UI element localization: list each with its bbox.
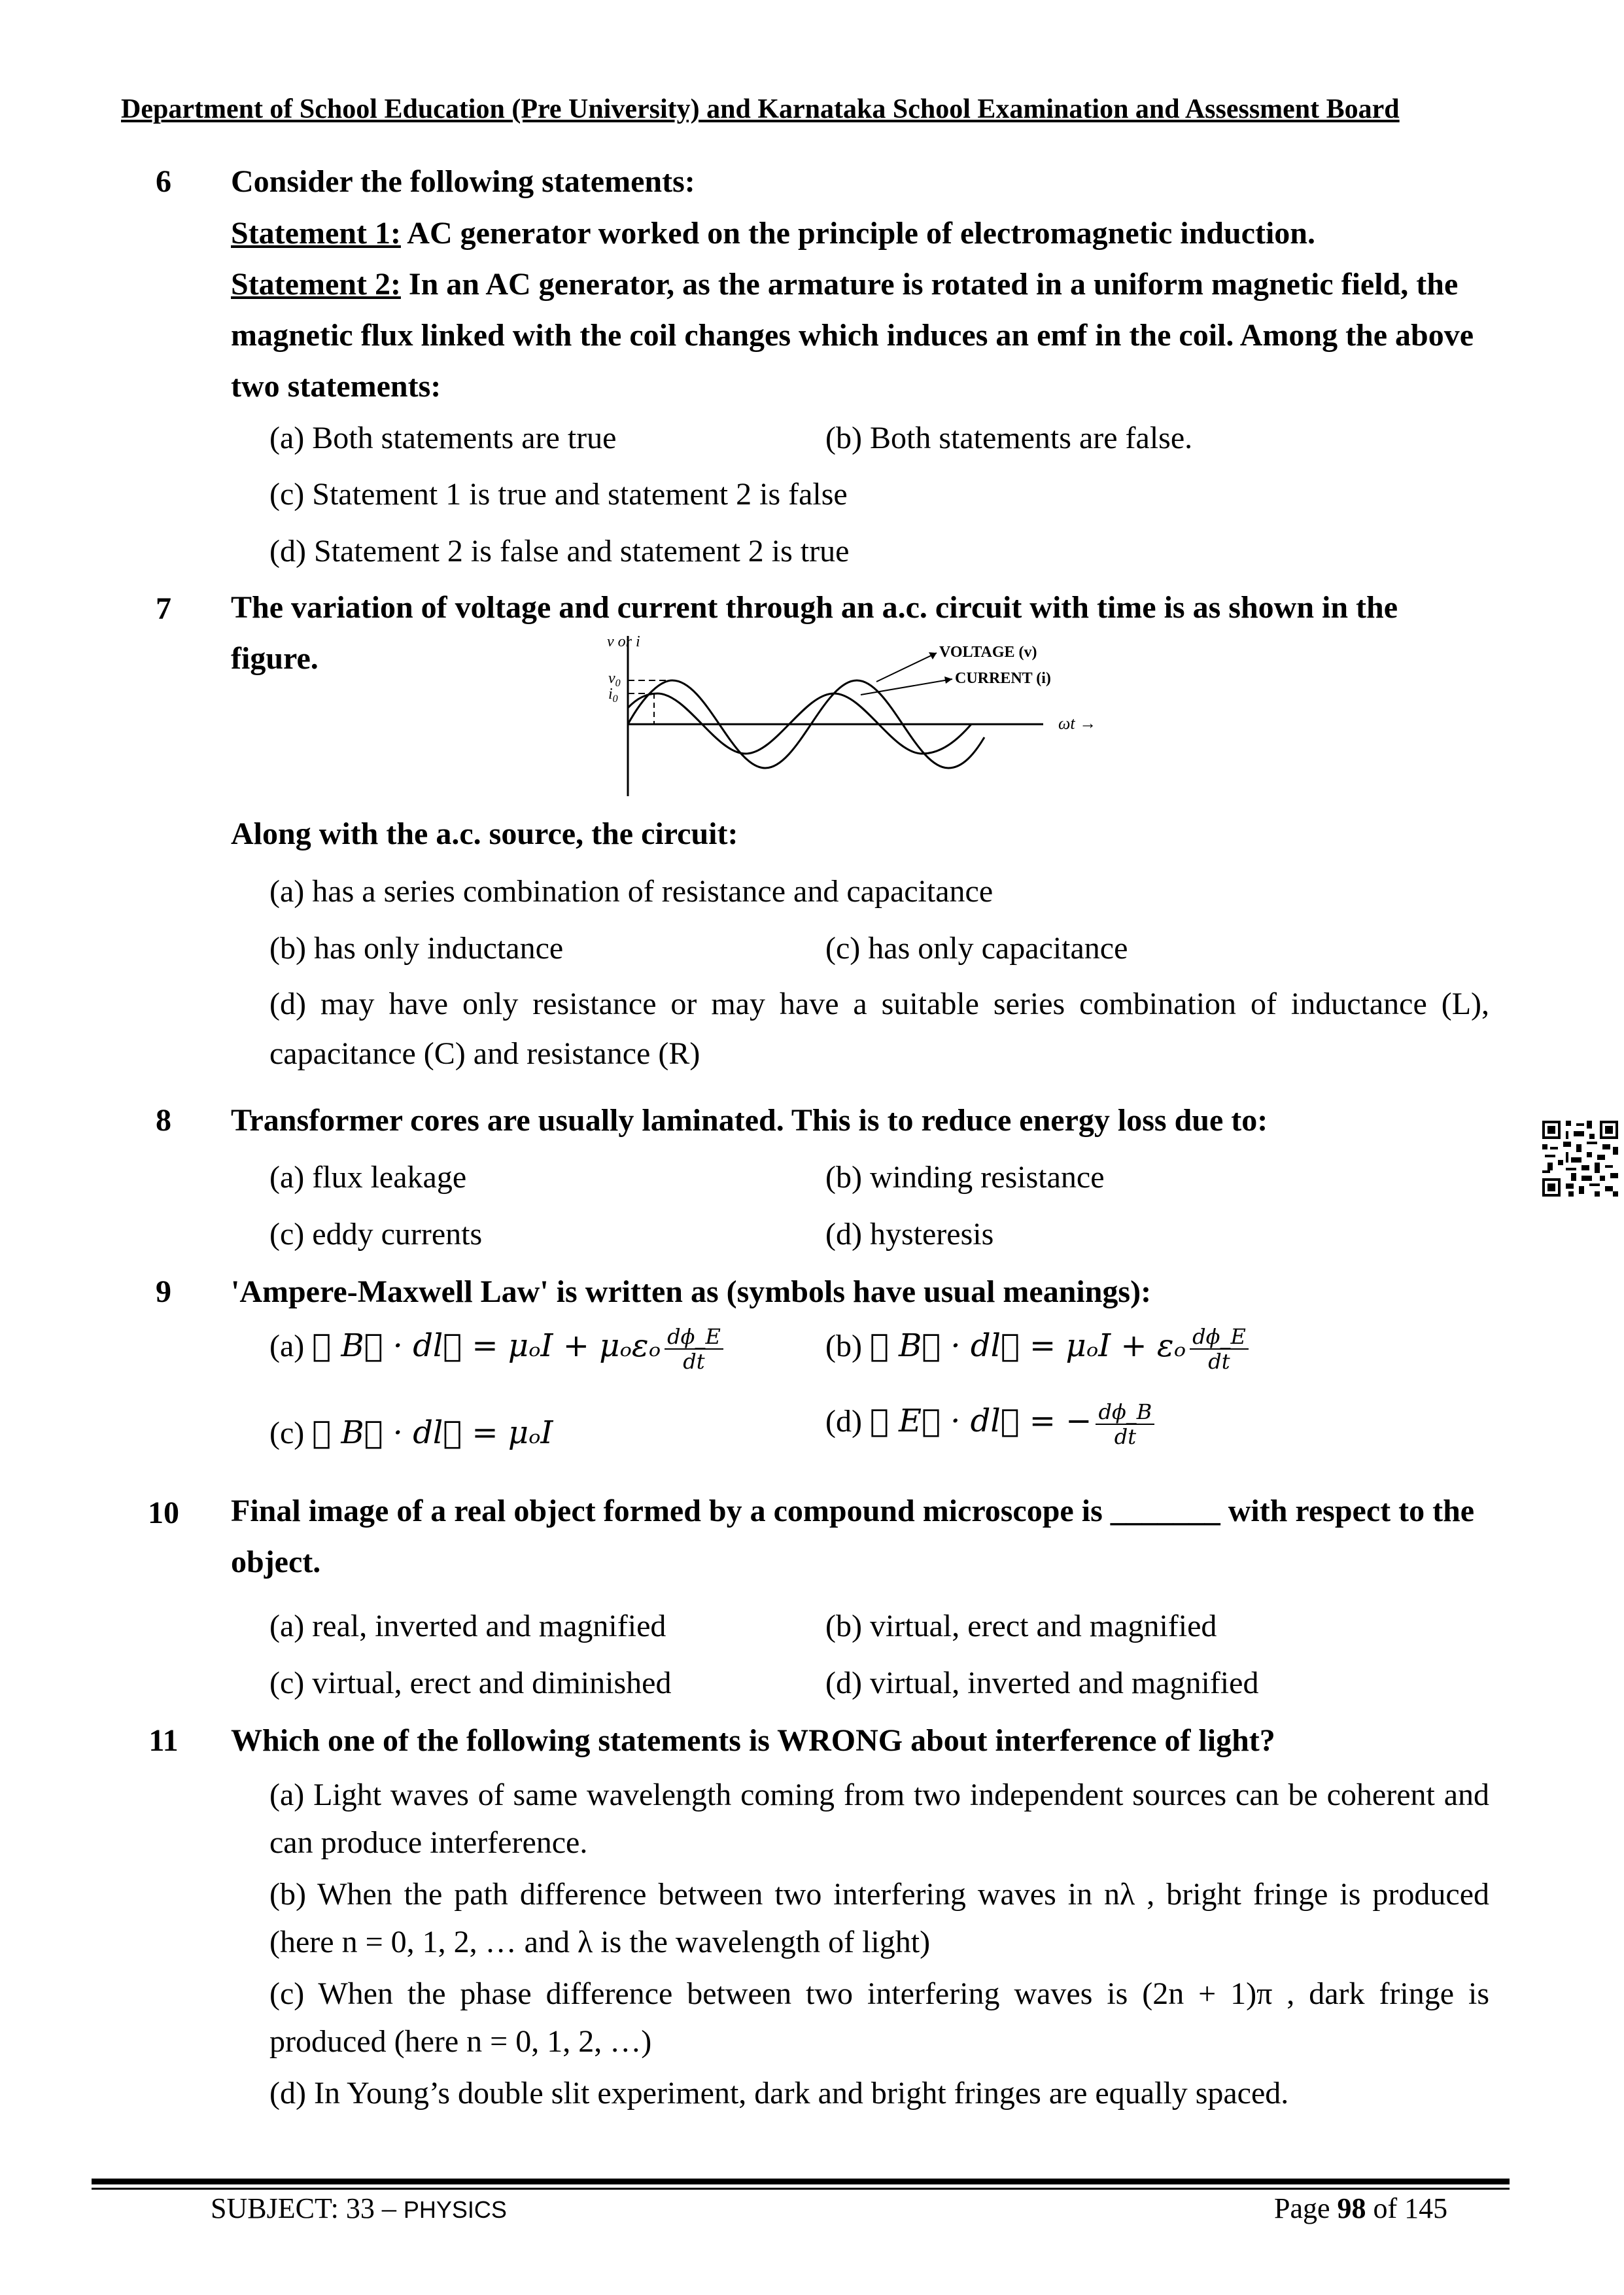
footer-page-number: Page 98 of 145: [1274, 2192, 1448, 2224]
footer-rule-thin: [92, 2188, 1510, 2190]
q9-a-fraction: $\frac{d\phi\_E}{dt}$: [665, 1325, 723, 1373]
q10-option-c: (c) virtual, erect and diminished: [269, 1666, 672, 1700]
footer-subject: SUBJECT: 33 – PHYSICS: [211, 2192, 507, 2224]
statement-1-label: Statement 1:: [231, 216, 401, 251]
question-7-text: The variation of voltage and current through an a.c. circuit with time is as shown in the figure.: [231, 590, 1398, 676]
page-header: Department of School Education (Pre University) and Karnataka School Examination and Assessment Board: [121, 94, 1400, 124]
voltage-legend-label: VOLTAGE (v): [939, 644, 1037, 661]
q8-option-a: (a) flux leakage: [269, 1160, 467, 1195]
question-number-11: 11: [148, 1723, 179, 1758]
voltage-pointer-line: [876, 653, 937, 682]
q9-option-c: (c) ∮ B⃗ · dl⃗ = μₒI: [269, 1414, 553, 1451]
q9-c-lhs: ∮ B⃗ · dl⃗ =: [312, 1414, 508, 1451]
q9-d-fraction: $\frac{d\phi\_B}{dt}$: [1096, 1400, 1154, 1448]
q8-option-b: (b) winding resistance: [825, 1160, 1105, 1195]
q11-option-b: (b) When the path difference between two interfering waves in nλ , bright fringe is produced (here n = 0, 1, 2, … and λ is the wavelength of light): [269, 1877, 1489, 1959]
q10-option-b: (b) virtual, erect and magnified: [825, 1609, 1217, 1643]
question-number-9: 9: [156, 1274, 171, 1309]
figure-y-label: v or i: [607, 633, 640, 650]
question-9-text: 'Ampere-Maxwell Law' is written as (symbols have usual meanings):: [231, 1274, 1152, 1309]
q7-option-b: (b) has only inductance: [269, 931, 564, 966]
question-number-10: 10: [148, 1496, 179, 1530]
q9-option-d: (d) ∮ E⃗ · dl⃗ = − $\frac{d\phi\_B}{dt}$: [825, 1400, 1154, 1448]
q6-option-b: (b) Both statements are false.: [825, 421, 1193, 455]
q9-b-fraction: $\frac{d\phi\_E}{dt}$: [1190, 1325, 1249, 1373]
q11-option-c: (c) When the phase difference between two interfering waves is (2n + 1)π , dark fringe is produced (here n = 0, 1, 2, …): [269, 1976, 1489, 2059]
q8-option-c: (c) eddy currents: [269, 1217, 483, 1252]
q6-option-c: (c) Statement 1 is true and statement 2 is false: [269, 477, 848, 512]
question-number-7: 7: [156, 591, 171, 626]
statement-2-text: In an AC generator, as the armature is rotated in a uniform magnetic field, the magnetic flux linked with the coil changes which induces an emf in the coil. Among the above two statements:: [231, 267, 1474, 404]
qr-code: [1542, 1121, 1618, 1197]
voltage-current-figure: [562, 629, 1125, 799]
q9-d-lhs: ∮ E⃗ · dl⃗ =: [869, 1403, 1066, 1440]
q9-c-rhs: μₒI: [508, 1414, 553, 1451]
q9-d-rhs: −: [1065, 1403, 1092, 1440]
q8-option-d: (d) hysteresis: [825, 1217, 994, 1252]
current-pointer-arrowhead: [944, 676, 952, 684]
q6-option-d: (d) Statement 2 is false and statement 2 is true: [269, 534, 850, 569]
q11-option-d: (d) In Young’s double slit experiment, dark and bright fringes are equally spaced.: [269, 2076, 1289, 2111]
q10-option-a: (a) real, inverted and magnified: [269, 1609, 666, 1643]
q9-b-rhs: μₒI + εₒ: [1065, 1327, 1186, 1365]
current-legend-label: CURRENT (i): [955, 670, 1051, 687]
q9-option-a: (a) ∮ B⃗ · dl⃗ = μₒI + μₒεₒ $\frac{d\phi\_E}{dt}$: [269, 1325, 723, 1373]
v0-label: $v_0$: [608, 670, 621, 689]
q9-a-lhs: ∮ B⃗ · dl⃗ =: [312, 1327, 508, 1365]
q7-option-c: (c) has only capacitance: [825, 931, 1128, 966]
i0-label: $i_0$: [608, 686, 618, 705]
question-number-8: 8: [156, 1103, 171, 1138]
q9-option-b: (b) ∮ B⃗ · dl⃗ = μₒI + εₒ $\frac{d\phi\_E}{dt}$: [825, 1325, 1249, 1373]
current-pointer-line: [861, 679, 952, 695]
question-number-6: 6: [156, 164, 171, 199]
question-8-text: Transformer cores are usually laminated. This is to reduce energy loss due to:: [231, 1103, 1268, 1138]
question-7-subquestion: Along with the a.c. source, the circuit:: [231, 816, 738, 851]
q7-option-d: (d) may have only resistance or may have a suitable series combination of inductance (L), capacitance (C) and resistance (R): [269, 987, 1489, 1071]
question-11-text: Which one of the following statements is WRONG about interference of light?: [231, 1723, 1275, 1758]
question-6-statements: [231, 208, 1487, 412]
q9-b-lhs: ∮ B⃗ · dl⃗ =: [869, 1327, 1066, 1365]
statement-1-text: AC generator worked on the principle of electromagnetic induction.: [400, 216, 1315, 251]
q7-option-a: (a) has a series combination of resistance and capacitance: [269, 874, 993, 909]
q6-option-a: (a) Both statements are true: [269, 421, 617, 455]
statement-2-label: Statement 2:: [231, 267, 401, 302]
figure-x-label: ωt →: [1058, 714, 1097, 733]
q10-option-d: (d) virtual, inverted and magnified: [825, 1666, 1259, 1700]
question-6-intro: Consider the following statements:: [231, 164, 695, 199]
q11-option-a: (a) Light waves of same wavelength coming from two independent sources can be coherent and can produce interference.: [269, 1778, 1489, 1860]
question-10-text: Final image of a real object formed by a compound microscope is _______ with respect to the object.: [231, 1494, 1475, 1579]
footer-rule-thick: [92, 2179, 1510, 2184]
q9-a-rhs: μₒI + μₒεₒ: [508, 1327, 661, 1365]
